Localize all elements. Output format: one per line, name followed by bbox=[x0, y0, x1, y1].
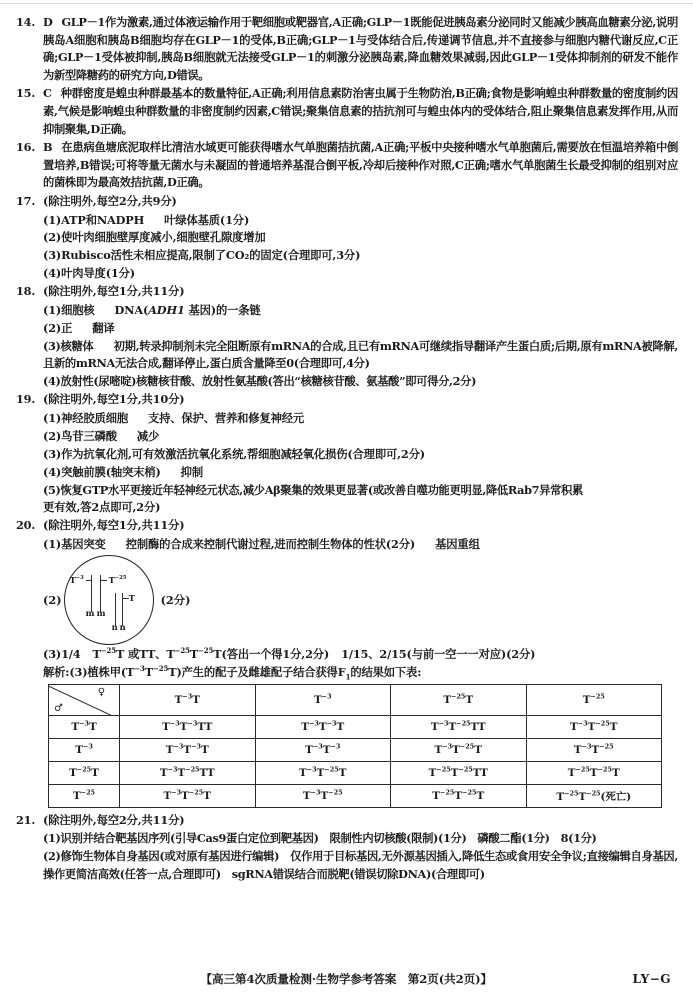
centromere-tick-left bbox=[86, 580, 92, 581]
genotype-cell: $T^{-3}T^{-25}TT$ bbox=[391, 715, 527, 738]
col-header-1: $T^{-3}T$ bbox=[120, 684, 256, 715]
answer-17-sub-1 bbox=[43, 212, 678, 230]
answer-item-21-header bbox=[16, 812, 678, 830]
table-row bbox=[49, 738, 662, 761]
female-symbol-icon: ♀ bbox=[97, 686, 105, 698]
blank-answer: (1)基因突变 bbox=[43, 536, 106, 551]
answer-19-sub-4 bbox=[43, 464, 678, 482]
scoring-note: (除注明外,每空1分,共10分) bbox=[43, 392, 185, 407]
answer-21-sub-1: (1)识别并结合靶基因序列(引导Cas9蛋白定位到靶基因) 限制性内切核酸(限制)(1分) 磷酸二酯(1分) 8(1分) bbox=[43, 831, 597, 846]
answer-number: 19. bbox=[16, 392, 36, 407]
genotype-cell: $T^{-25}T^{-25}$(死亡) bbox=[526, 784, 662, 807]
answer-20-sub-1 bbox=[43, 536, 678, 554]
genotype-cell: $T^{-3}T^{-25}T$ bbox=[120, 784, 256, 807]
col-header-4: $T^{-25}$ bbox=[526, 684, 662, 715]
row-header-2: $T^{-3}$ bbox=[49, 738, 120, 761]
genotype-cell: $T^{-25}T^{-25}TT$ bbox=[391, 761, 527, 784]
answer-item-15 bbox=[16, 85, 678, 138]
col-header-2: $T^{-3}$ bbox=[255, 684, 391, 715]
blank-answer: 减少 bbox=[136, 428, 160, 443]
answer-18-sub-3 bbox=[43, 338, 678, 374]
genotype-cell: $T^{-3}T^{-25}$ bbox=[526, 738, 662, 761]
answer-19-sub-3: (3)作为抗氧化剂,可有效激活抗氧化系统,帮细胞减轻氧化损伤(合理即可,2分) bbox=[43, 446, 425, 461]
answer-19-sub-2 bbox=[43, 428, 678, 446]
blank-answer: (3)核糖体 bbox=[43, 338, 94, 353]
page-top-rule bbox=[0, 3, 693, 4]
blank-answer-suffix: 基因)的一条链 bbox=[188, 302, 261, 317]
answer-20-analysis: 解析:(3)植株甲$(T^{-3}T^{-25}T)$产生的配子及雌雄配子结合获得$F_1$的结果如下表: bbox=[43, 663, 422, 681]
table-row bbox=[49, 784, 662, 807]
scoring-note: (除注明外,每空2分,共11分) bbox=[43, 812, 185, 827]
answer-19-sub-5: (5)恢复GTP水平更接近年轻神经元状态,减少Aβ聚集的效果更显著(或改善自噬功能更明显,降低Rab7异常积累 bbox=[43, 482, 583, 497]
answer-item-17-header bbox=[16, 193, 678, 211]
blank-answer: 控制酶的合成来控制代谢过程,进而控制生物体的性状(2分) bbox=[125, 536, 416, 551]
blank-answer: (2)正 bbox=[43, 320, 73, 335]
blank-answer: 支持、保护、营养和修复神经元 bbox=[147, 410, 305, 425]
table-header-row bbox=[49, 684, 662, 715]
allele-label-t3: $T^{-3}$ bbox=[69, 574, 84, 585]
answer-item-19-header bbox=[16, 391, 678, 409]
answer-number: 17. bbox=[16, 193, 36, 208]
punnett-square-wrapper bbox=[48, 684, 662, 808]
genotype-cell: $T^{-3}T^{-25}$ bbox=[255, 784, 391, 807]
answer-20-sub-3: (3)1/4 $T^{-25}T$ 或TT、$T^{-25}T^{-25}T$(答出一个得1分,2分) 1/15、2/15(与前一空一一对应)(2分) bbox=[43, 646, 536, 661]
punnett-square-table bbox=[48, 684, 662, 808]
page-footer bbox=[0, 971, 693, 987]
blank-answer: 基因重组 bbox=[435, 536, 480, 551]
allele-label-n2: n bbox=[119, 621, 126, 632]
footer-title: 【高三第4次质量检测·生物学参考答案 第2页(共2页)】 bbox=[200, 972, 492, 986]
answer-number: 15. bbox=[16, 86, 36, 101]
scoring-note: (除注明外,每空1分,共11分) bbox=[43, 518, 185, 533]
answer-number: 20. bbox=[16, 518, 36, 533]
blank-answer: 初期,转录抑制剂未完全阻断原有mRNA的合成,且已有mRNA可继续指导翻译产生蛋白质;后期,原有mRNA被降解,且新的mRNA无法合成,翻译停止,蛋白质含量降至0(合理即可,4分) bbox=[43, 338, 679, 371]
genotype-cell: $T^{-3}T^{-3}T$ bbox=[255, 715, 391, 738]
answer-text-wrap bbox=[43, 14, 678, 84]
genotype-cell: $T^{-3}T^{-3}TT$ bbox=[120, 715, 256, 738]
genotype-cell: $T^{-3}T^{-3}$ bbox=[255, 738, 391, 761]
answer-18-sub-1 bbox=[43, 302, 678, 320]
answer-20-sub-2 bbox=[43, 554, 678, 646]
row-header-1: $T^{-3}T$ bbox=[49, 715, 120, 738]
answer-text-wrap bbox=[43, 139, 678, 192]
genotype-cell: $T^{-3}T^{-3}T$ bbox=[120, 738, 256, 761]
gene-name: ADH1 bbox=[148, 302, 185, 317]
answer-explanation: 在患病鱼塘底泥取样比清洁水域更可能获得嗜水气单胞菌拮抗菌,A正确;平板中央接种嗜水气单胞菌后,需要放在恒温培养箱中倒置培养,B错误;可将等量无菌水与未凝固的普通培养基混合倒平板,冷却后接种作对照,C正确;嗜水气单胞菌生长最受抑制的组别对应的菌株即为最高效拮抗菌,D正确。 bbox=[43, 140, 678, 190]
blank-answer: (1)细胞核 bbox=[43, 302, 95, 317]
score-note: (2分) bbox=[160, 592, 191, 607]
genotype-cell: $T^{-3}T^{-25}T$ bbox=[391, 738, 527, 761]
answer-choice: D bbox=[43, 15, 53, 29]
cell-diagram bbox=[64, 555, 156, 645]
genotype-cell: $T^{-25}T^{-25}T$ bbox=[391, 784, 527, 807]
genotype-cell: $T^{-25}T^{-25}T$ bbox=[526, 761, 662, 784]
answer-19-sub-5-cont: 更有效,答2点即可,2分) bbox=[43, 500, 161, 515]
allele-label-t25: $T^{-25}$ bbox=[108, 574, 127, 585]
content-column bbox=[16, 14, 678, 884]
allele-label-n1: n bbox=[111, 621, 118, 632]
genotype-cell: $T^{-3}T^{-25}T$ bbox=[526, 715, 662, 738]
answer-item-18-header bbox=[16, 283, 678, 301]
answer-item-20-header bbox=[16, 517, 678, 535]
answer-number: 16. bbox=[16, 140, 36, 155]
answer-18-sub-4: (4)放射性(尿嘧啶)核糖核苷酸、放射性氨基酸(答出“核糖核苷酸、氨基酸”即可得分,2分) bbox=[43, 374, 477, 389]
answer-number: 14. bbox=[16, 15, 36, 29]
blank-answer: (2)鸟苷三磷酸 bbox=[43, 428, 117, 443]
answer-number: 21. bbox=[16, 812, 36, 827]
answer-18-sub-2 bbox=[43, 320, 678, 338]
answer-choice: B bbox=[43, 140, 53, 155]
answer-explanation: 种群密度是蝗虫种群最基本的数量特征,A正确;利用信息素防治害虫属于生物防治,B正确;食物是影响蝗虫种群数量的密度制约因素,气候是影响蝗虫种群数量的非密度制约因素,C错误;聚集信息素的拮抗剂可与蝗虫体内的受体结合,阻止聚集信息素发挥作用,从而抑制聚集,D正确。 bbox=[43, 86, 678, 136]
answer-item-16 bbox=[16, 139, 678, 192]
answer-number: 18. bbox=[16, 284, 36, 299]
answer-17-sub-4: (4)叶肉导度(1分) bbox=[43, 266, 135, 281]
male-symbol-icon: ♂ bbox=[54, 702, 63, 714]
table-corner-cell bbox=[49, 684, 120, 715]
blank-answer: 叶绿体基质(1分) bbox=[164, 212, 250, 227]
footer-paper-code: LY−G bbox=[632, 972, 671, 986]
blank-answer: (1)ATP和NADPH bbox=[43, 212, 145, 227]
answer-17-sub-3: (3)Rubisco活性未相应提高,限制了CO₂的固定(合理即可,3分) bbox=[43, 248, 361, 263]
answer-text-wrap bbox=[43, 85, 678, 138]
blank-answer-prefix: DNA( bbox=[114, 302, 149, 317]
answer-item-14 bbox=[16, 14, 678, 84]
allele-label-T: T bbox=[128, 592, 135, 603]
scoring-note: (除注明外,每空1分,共11分) bbox=[43, 284, 185, 299]
genotype-cell: $T^{-3}T^{-25}T$ bbox=[255, 761, 391, 784]
allele-label-m2: m bbox=[96, 607, 106, 618]
answer-19-sub-1 bbox=[43, 410, 678, 428]
scoring-note: (除注明外,每空2分,共9分) bbox=[43, 193, 177, 208]
answer-17-sub-2: (2)使叶肉细胞壁厚度减小,细胞壁孔隙度增加 bbox=[43, 230, 266, 245]
allele-label-m1: m bbox=[85, 607, 95, 618]
answer-choice: C bbox=[43, 86, 52, 101]
answer-explanation: GLP－1作为激素,通过体液运输作用于靶细胞或靶器官,A正确;GLP－1既能促进胰岛素分泌同时又能减少胰高血糖素分泌,说明胰岛A细胞和胰岛B细胞均存在GLP－1的受体,B正确;GLP－1与受体结合后,传递调节信息,并不直接参与细胞内糖代谢反应,C正确;GLP－1受体被抑制,胰岛B细胞就无法接受GLP－1的刺激分泌胰岛素,降血糖效果减弱,因此GLP－1受体抑制剂的研发不能作为新型降糖药的研究方向,D错误。 bbox=[43, 15, 678, 82]
row-header-4: $T^{-25}$ bbox=[49, 784, 120, 807]
col-header-3: $T^{-25}T$ bbox=[391, 684, 527, 715]
centromere-tick-right bbox=[101, 580, 107, 581]
blank-answer: 抑制 bbox=[180, 464, 203, 479]
table-row bbox=[49, 715, 662, 738]
sub-question-label: (2) bbox=[43, 592, 62, 607]
blank-answer: (4)突触前膜(轴突末梢) bbox=[43, 464, 161, 479]
answer-21-sub-2: (2)修饰生物体自身基因(或对原有基因进行编辑) 仅作用于目标基因,无外源基因插入,降低生态或食用安全争议;直接编辑自身基因,操作更简洁高效(任答一点,合理即可) sgRNA错误结合而脱靶(错误切除DNA)(合理即可) bbox=[43, 849, 678, 882]
blank-answer: 翻译 bbox=[92, 320, 115, 335]
blank-answer: (1)神经胶质细胞 bbox=[43, 410, 128, 425]
genotype-cell: $T^{-3}T^{-25}TT$ bbox=[120, 761, 256, 784]
row-header-3: $T^{-25}T$ bbox=[49, 761, 120, 784]
table-row bbox=[49, 761, 662, 784]
cell-membrane-icon bbox=[64, 555, 154, 645]
